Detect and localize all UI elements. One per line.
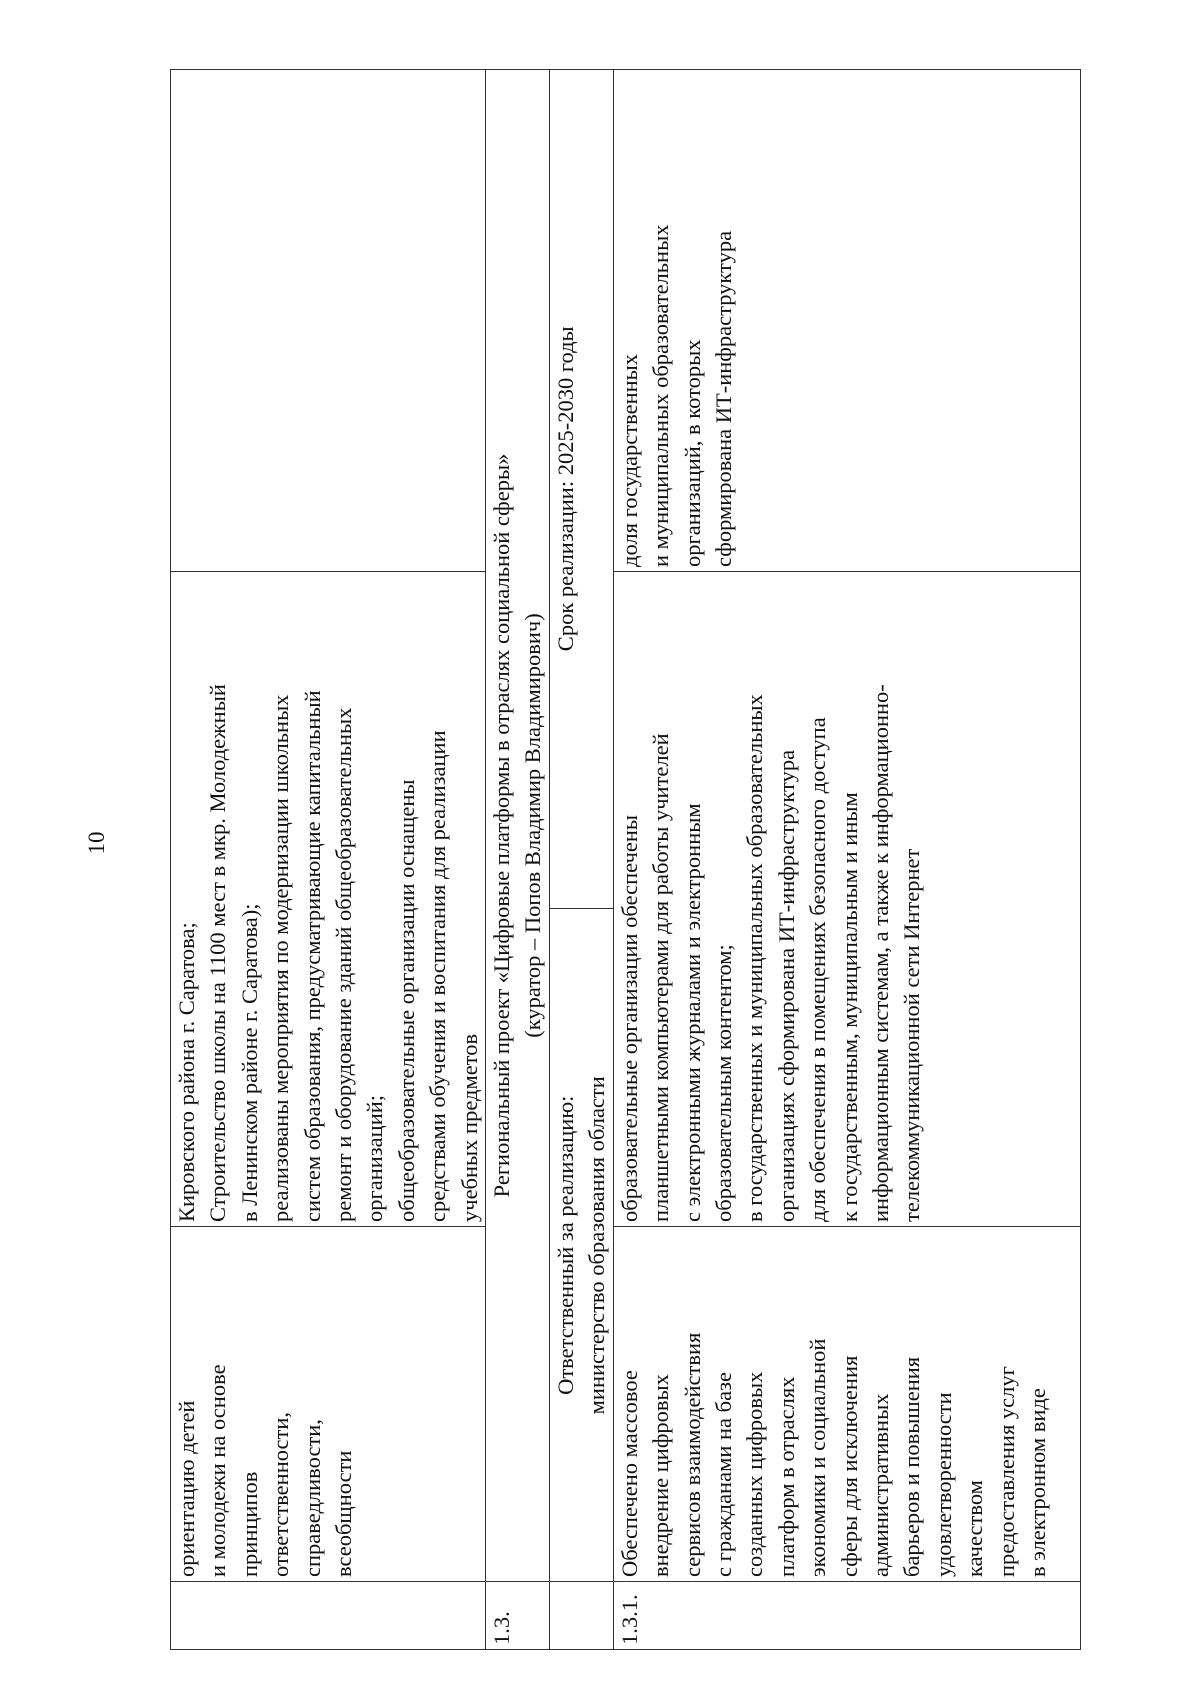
text-line: и молодежи на основе (205, 1364, 231, 1577)
text-line: всеобщности (331, 1450, 357, 1577)
table-row (613, 70, 1080, 1650)
task-tasks-cell (613, 572, 1080, 1227)
text-line: ориентацию детей (174, 1400, 199, 1577)
rotated-table-container (170, 70, 1081, 1650)
text-line: информационным системам, а также к информационно- (867, 684, 893, 1222)
responsible-row (549, 70, 613, 1650)
text-line: телекоммуникационной сети Интернет (899, 848, 925, 1222)
project-curator: (куратор – Попов Владимир Владимирович) (520, 613, 546, 1038)
text-line: организациях сформирована ИТ-инфраструктура (773, 749, 799, 1222)
text-line: для обеспечения в помещениях безопасного доступа (805, 717, 831, 1222)
text-line: Обеспечено массовое (616, 1370, 642, 1577)
text-line: доля государственных (616, 353, 642, 567)
text-line: Кировского района г. Саратова; (174, 922, 199, 1222)
text-line: Строительство школы на 1100 мест в мкр. Молодежный (205, 684, 231, 1222)
responsible-cell (549, 70, 613, 1582)
task-name-cell (613, 1227, 1080, 1582)
text-line: учебных предметов (456, 1033, 482, 1222)
period-text: Срок реализации: 2025-2030 годы (552, 326, 578, 652)
responsible-inner-table (550, 69, 613, 1581)
task-number (613, 1582, 1080, 1650)
text-line: сервисов взаимодействия (679, 1332, 705, 1577)
text-line: с электронными журналами и электронным (679, 803, 705, 1222)
text-line: качеством (962, 1480, 988, 1577)
text-line: организаций; (362, 1094, 388, 1222)
text-line: образовательным контентом; (710, 944, 736, 1222)
text-line: ответственности, (268, 1411, 294, 1577)
responsible-value: министерство образования области (584, 1076, 610, 1415)
text-line: организаций, в которых (679, 339, 705, 567)
row-number-cell (171, 1582, 486, 1650)
project-title-cell (486, 70, 550, 1582)
task-indicator-cell (613, 70, 1080, 572)
text-line: сферы для исключения (836, 1355, 862, 1577)
empty-number-cell (549, 1582, 613, 1650)
text-line: образовательные организации обеспечены (616, 814, 642, 1222)
plan-table (170, 69, 1081, 1650)
period-block (550, 69, 613, 909)
text-line: созданных цифровых (742, 1371, 768, 1577)
text-line: в государственных и муниципальных образовательных (742, 694, 768, 1222)
text-line: предоставления услуг (993, 1366, 1019, 1577)
text-line: планшетными компьютерами для работы учителей (648, 733, 674, 1222)
text-line: в Ленинском районе г. Саратова); (236, 903, 262, 1222)
table-row (171, 70, 486, 1650)
project-title: Региональный проект «Цифровые платформы в отраслях социальной сферы» (489, 453, 515, 1198)
text-line: экономики и социальной (805, 1338, 831, 1577)
text-line: принципов (236, 1471, 262, 1577)
page-number: 10 (84, 831, 109, 855)
text-line: административных (867, 1393, 893, 1577)
text-line: платформ в отраслях (773, 1376, 799, 1577)
text-line: и муниципальных образовательных (648, 224, 674, 567)
result-name-cell (171, 1227, 486, 1582)
text-line: ремонт и оборудование зданий общеобразовательных (331, 707, 357, 1222)
text-line: общеобразовательные организации оснащены (393, 779, 419, 1222)
text-line: барьеров и повышения (899, 1356, 925, 1577)
text-line: в электронном виде (1024, 1388, 1050, 1577)
tasks-cell (171, 572, 486, 1227)
text-line: средствами обучения и воспитания для реализации (425, 730, 451, 1222)
text-line: к государственным, муниципальным и иным (836, 792, 862, 1222)
text-line: систем образования, предусматривающие капитальный (299, 690, 325, 1222)
project-number: 1.3. (486, 1582, 550, 1650)
text-line: удовлетворенности (930, 1392, 956, 1577)
text-line: с гражданами на базе (710, 1372, 736, 1577)
indicator-cell (171, 70, 486, 572)
project-row (486, 70, 550, 1650)
text-line: внедрение цифровых (648, 1374, 674, 1577)
text-line: сформирована ИТ-инфраструктура (710, 230, 736, 567)
responsible-label: Ответственный за реализацию: (552, 1095, 578, 1395)
responsible-block (550, 909, 613, 1581)
text-line: реализованы мероприятия по модернизации школьных (268, 694, 294, 1222)
text-line: справедливости, (299, 1419, 325, 1577)
task-number-text: 1.3.1. (616, 1594, 642, 1645)
